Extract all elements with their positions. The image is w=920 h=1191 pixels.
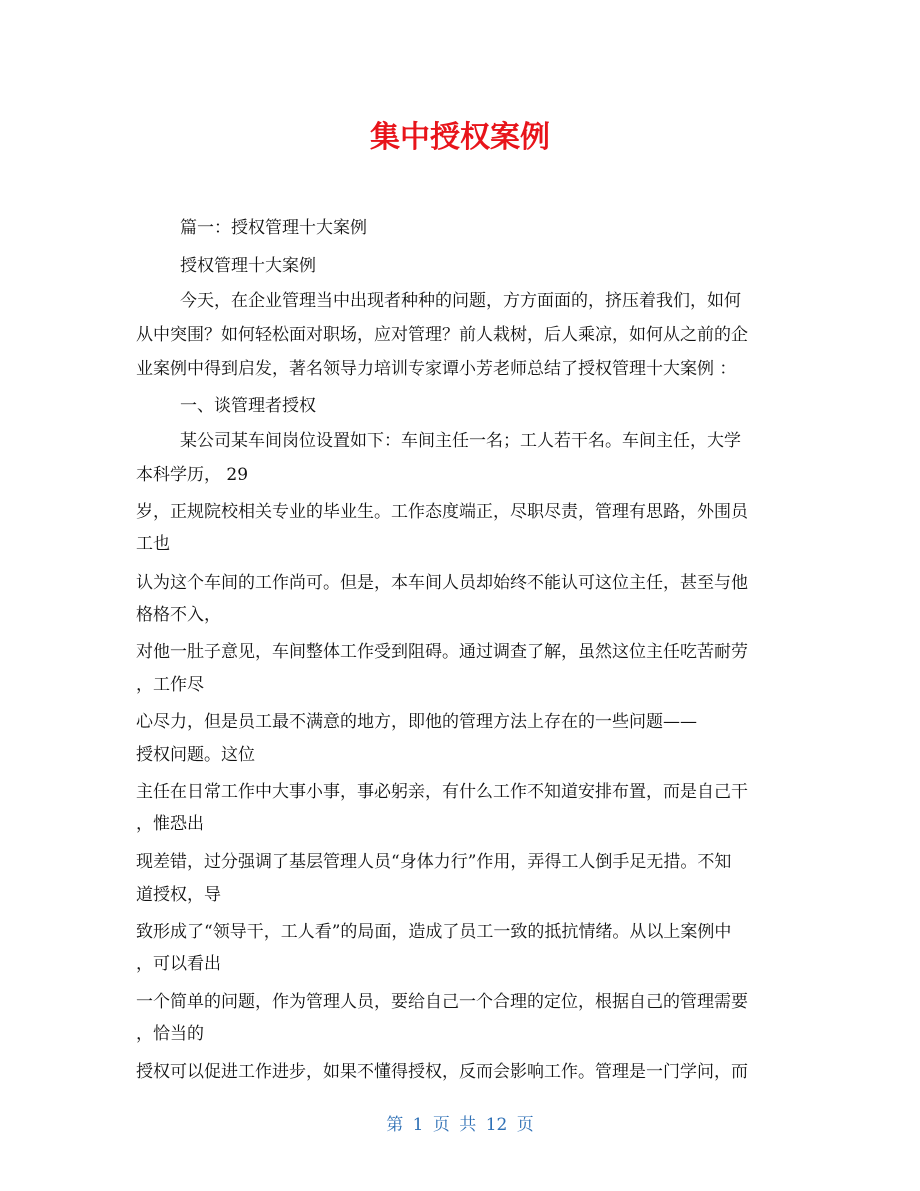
text-line: 现差错，过分强调了基层管理人员“身体力行”作用，弄得工人倒手足无措。不知 [136,852,732,872]
text-line: 本科学历， 29 [136,465,249,485]
text-line: 认为这个车间的工作尚可。但是，本车间人员却始终不能认可这位主任，甚至与他 [136,573,748,593]
text-line: 主任在日常工作中大事小事，事必躬亲，有什么工作不知道安排布置，而是自己干 [136,782,748,802]
text-line: ，恰当的 [136,1024,204,1044]
text-line: 致形成了“领导干，工人看”的局面，造成了员工一致的抵抗情绪。从以上案例中 [136,922,732,942]
text-line: ，可以看出 [136,954,221,974]
text-line: 格格不入， [136,605,221,625]
text-line: 授权问题。这位 [136,745,255,765]
text-line: 心尽力，但是员工最不满意的地方，即他的管理方法上存在的一些问题—— [136,712,697,732]
text-line: 篇一：授权管理十大案例 [180,218,367,238]
text-line: 授权可以促进工作进步，如果不懂得授权，反而会影响工作。管理是一门学问，而 [136,1062,748,1082]
text-line: 对他一肚子意见，车间整体工作受到阻碍。通过调查了解，虽然这位主任吃苦耐劳 [136,642,748,662]
text-line: 某公司某车间岗位设置如下：车间主任一名；工人若干名。车间主任，大学 [180,431,741,451]
text-line: 道授权，导 [136,885,221,905]
text-line: 从中突围？如何轻松面对职场，应对管理？前人栽树，后人乘凉，如何从之前的企 [136,325,748,345]
text-line: 岁，正规院校相关专业的毕业生。工作态度端正，尽职尽责，管理有思路，外围员 [136,502,748,522]
page-title: 集中授权案例 [370,120,550,155]
page-number-footer: 第 1 页 共 12 页 [386,1115,534,1135]
text-line: ，惟恐出 [136,814,204,834]
text-line: 今天，在企业管理当中出现者种种的问题，方方面面的，挤压着我们，如何 [180,291,741,311]
text-line: 一个简单的问题，作为管理人员，要给自己一个合理的定位，根据自己的管理需要 [136,992,748,1012]
text-line: 一、谈管理者授权 [180,396,316,416]
text-line: 业案例中得到启发，著名领导力培训专家谭小芳老师总结了授权管理十大案例 ： [136,359,737,379]
text-line: 授权管理十大案例 [180,256,316,276]
text-line: ，工作尽 [136,675,204,695]
text-line: 工也 [136,534,170,554]
